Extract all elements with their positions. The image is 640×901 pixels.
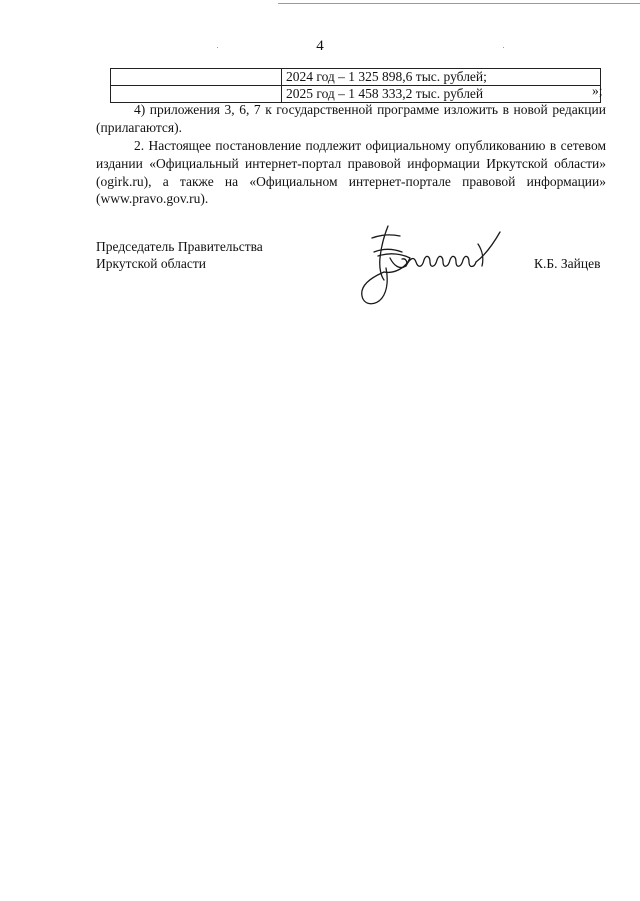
table-cell-amounts (282, 69, 601, 86)
scan-edge-line (278, 3, 640, 4)
page-number: 4 (316, 38, 324, 54)
signatory-title (96, 238, 263, 272)
amount-line-2024: 2024 год – 1 325 898,6 тыс. рублей; (286, 69, 487, 84)
signatory-title-line1: Председатель Правительства (96, 239, 263, 254)
table-cell-empty (111, 86, 282, 103)
table-row (111, 69, 601, 86)
table-cell-amounts (282, 86, 601, 103)
paragraph-item-4: 4) приложения 3, 6, 7 к государственной программе изложить в новой редакции (прилагаются). (96, 102, 606, 135)
paragraph-publication: 2. Настоящее постановление подлежит официальному опубликованию в сетевом издании «Официальный интернет-портал правовой информации Иркутской области» (ogirk.ru), а также на «Официальном интернет-портале правовой информации» (www.pravo.gov.ru). (96, 138, 606, 207)
amount-line-2025: 2025 год – 1 458 333,2 тыс. рублей (286, 86, 484, 101)
signatory-title-line2: Иркутской области (96, 256, 207, 271)
closing-quote-mark: »; (592, 83, 603, 98)
continued-table (110, 68, 601, 103)
table-cell-empty (111, 69, 282, 86)
signatory-name: К.Б. Зайцев (534, 256, 601, 271)
handwritten-signature (350, 222, 510, 312)
table-row (111, 86, 601, 103)
